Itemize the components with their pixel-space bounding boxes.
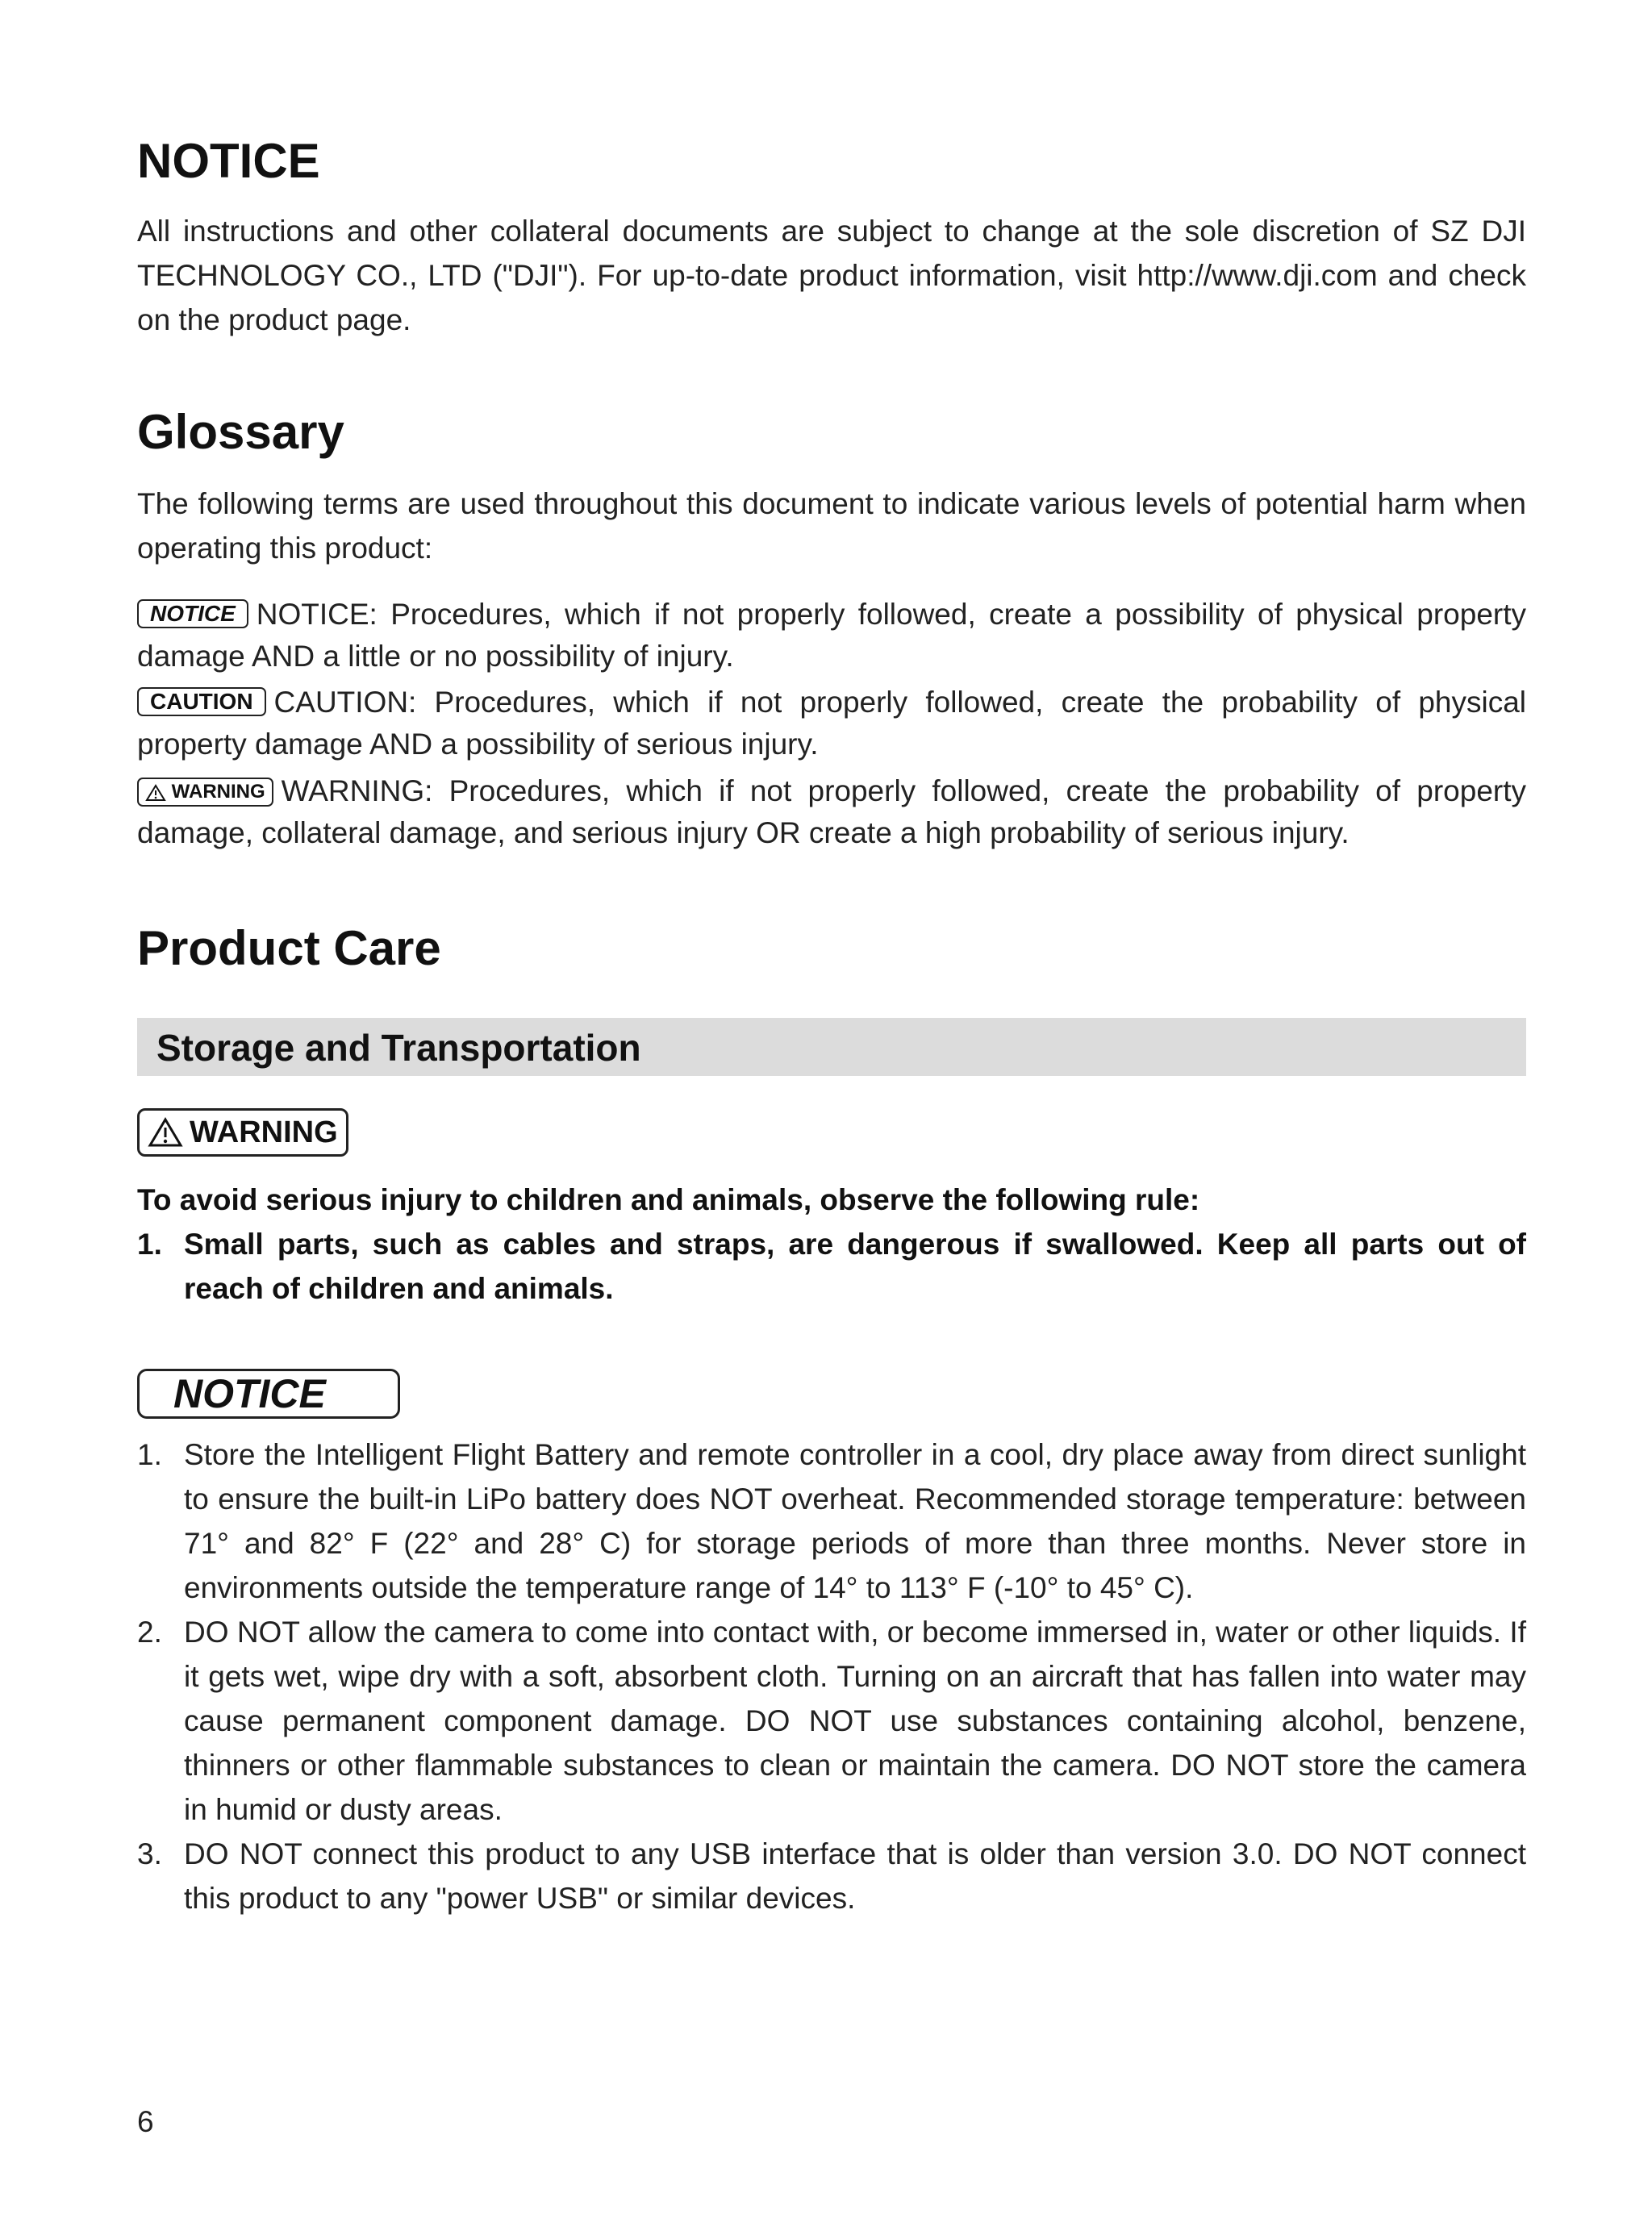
warning-badge-small: WARNING: [137, 778, 273, 807]
glossary-term-notice: [137, 594, 1526, 678]
glossary-term-caution-text: CAUTION: Procedures, which if not properly followed, create the probability of physical property damage AND a possibility of serious injury.: [137, 686, 1526, 761]
list-item: 2. DO NOT allow the camera to come into contact with, or become immersed in, water or other liquids. If it gets wet, wipe dry with a soft, absorbent cloth. Turning on an aircraft that has fallen into water may cause permanent component damage. DO NOT use substances containing alcohol, benzene, thinners or other flammable substances to clean or maintain the camera. DO NOT store the camera in humid or dusty areas.: [137, 1616, 1526, 1826]
warning-badge-large: [137, 1108, 348, 1157]
list-item: 1. Store the Intelligent Flight Battery and remote controller in a cool, dry place away from direct sunlight to ensure the built-in LiPo battery does NOT overheat. Recommended storage temperature: between 71° and 82° F (22° and 28° C) for storage periods of more than three months. Never store in environments outside the temperature range of 14° to 113° F (-10° to 45° C).: [137, 1438, 1526, 1604]
list-item: 3. DO NOT connect this product to any USB interface that is older than version 3.0. DO NOT connect this product to any "power USB" or similar devices.: [137, 1837, 1526, 1915]
notice-body: All instructions and other collateral documents are subject to change at the sole discretion of SZ DJI TECHNOLOGY CO., LTD ("DJI"). For up-to-date product information, visit http://www.dji.com and check on the product page.: [137, 215, 1526, 336]
glossary-term-warning: [137, 770, 1526, 854]
caution-badge: CAUTION: [137, 687, 266, 716]
notice-badge-label: NOTICE: [173, 1371, 326, 1416]
page-number: 6: [137, 2105, 154, 2138]
warning-triangle-icon: [148, 1117, 183, 1148]
glossary-term-caution: [137, 682, 1526, 765]
glossary-intro: The following terms are used throughout this document to indicate various levels of potential harm when operating this product:: [137, 487, 1526, 565]
warning-list: [137, 1222, 1526, 1311]
warning-badge-label: WARNING: [190, 1115, 338, 1149]
product-care-heading: Product Care: [137, 921, 441, 975]
storage-section-title: Storage and Transportation: [156, 1027, 641, 1069]
notice-badge-large: [137, 1369, 400, 1419]
notice-heading: NOTICE: [137, 134, 320, 188]
glossary-term-notice-text: NOTICE: Procedures, which if not properly followed, create a possibility of physical property damage AND a little or no possibility of injury.: [137, 598, 1526, 673]
list-item: 1. Small parts, such as cables and straps, are dangerous if swallowed. Keep all parts out of reach of children and animals.: [137, 1228, 1526, 1305]
storage-section-bar: [137, 1018, 1526, 1076]
warning-triangle-icon: [145, 784, 166, 802]
glossary-heading: Glossary: [137, 405, 344, 459]
notice-badge: NOTICE: [137, 599, 248, 628]
glossary-term-warning-text: WARNING: Procedures, which if not properly followed, create the probability of property damage, collateral damage, and serious injury OR create a high probability of serious injury.: [137, 774, 1526, 849]
warning-intro: To avoid serious injury to children and animals, observe the following rule:: [137, 1183, 1200, 1216]
notice-list: [137, 1432, 1526, 1920]
